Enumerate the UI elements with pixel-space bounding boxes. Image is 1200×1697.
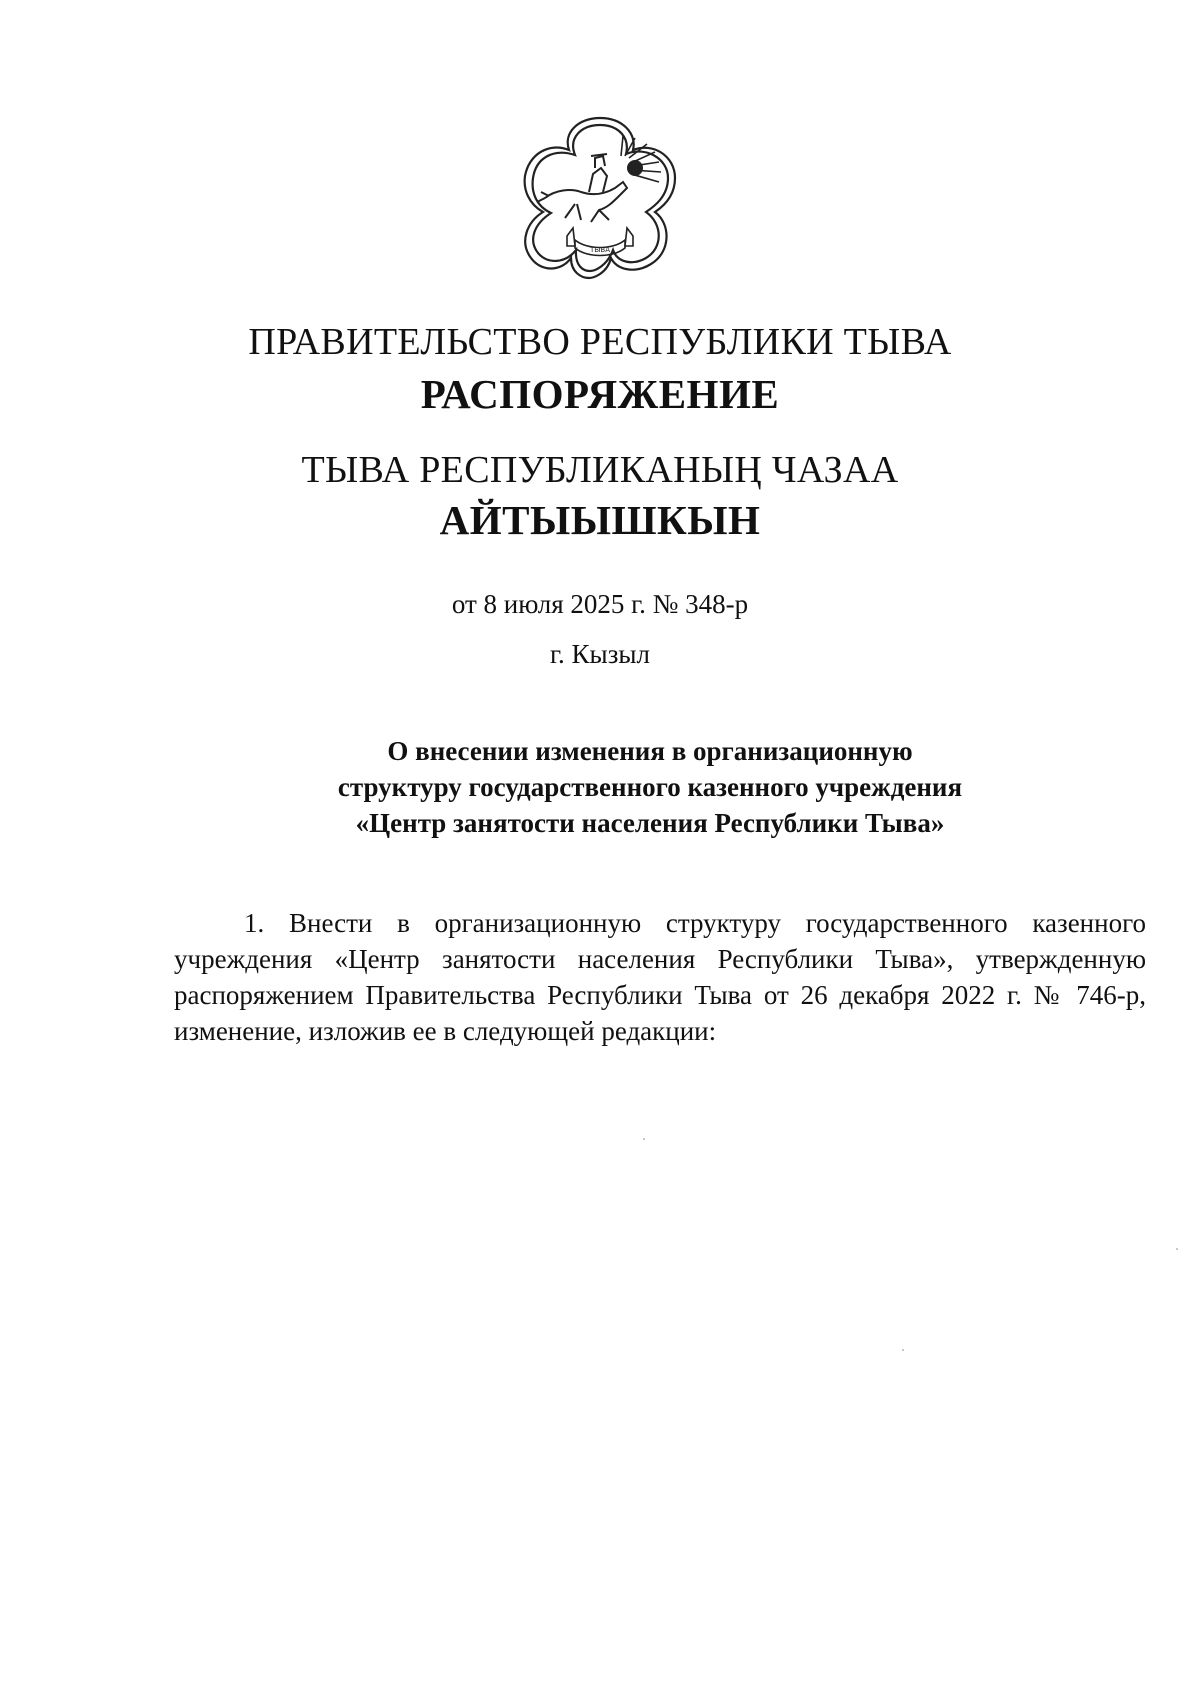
document-type-ru: РАСПОРЯЖЕНИЕ (420, 371, 780, 417)
paragraph-line: распоряжением Правительства Республики Тыва от 26 декабря 2022 г. № 746-р, (174, 980, 1146, 1010)
government-name-tyv: ТЫВА РЕСПУБЛИКАНЫҢ ЧАЗАА (301, 449, 899, 491)
coat-of-arms-emblem (515, 112, 685, 284)
scan-speck (1176, 1248, 1178, 1250)
government-name-ru: ПРАВИТЕЛЬСТВО РЕСПУБЛИКИ ТЫВА (248, 321, 952, 363)
document-title (300, 733, 1000, 841)
document-date-number: от 8 июля 2025 г. № 348-р (451, 589, 749, 619)
document-type-tyv: АЙТЫЫШКЫН (439, 497, 761, 543)
document-city: г. Кызыл (550, 639, 650, 669)
title-line: структуру государственного казенного учреждения (337, 772, 963, 802)
paragraph-1 (174, 905, 1146, 1049)
scan-speck (902, 1349, 904, 1351)
emblem-ribbon-text: ТЫВА (589, 246, 611, 254)
paragraph-line: учреждения «Центр занятости населения Республики Тыва», утвержденную (174, 944, 1146, 974)
scan-speck (643, 1138, 645, 1140)
paragraph-line: изменение, изложив ее в следующей редакции: (174, 1016, 717, 1046)
title-line: «Центр занятости населения Республики Тыва» (355, 808, 945, 838)
title-line: О внесении изменения в организационную (387, 736, 913, 766)
paragraph-line: 1. Внести в организационную структуру государственного казенного (244, 908, 1146, 938)
